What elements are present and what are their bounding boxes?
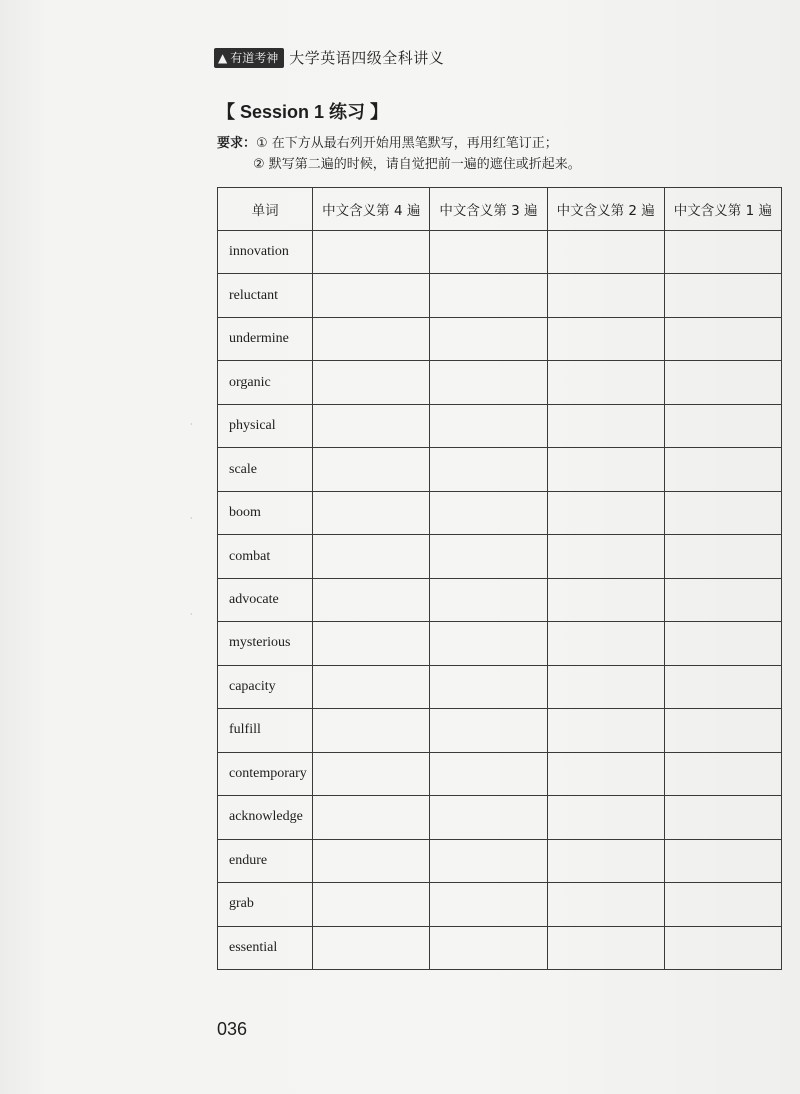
table-row (218, 665, 782, 708)
meaning-cell-1 (664, 839, 781, 882)
meaning-cell-3 (430, 231, 547, 274)
meaning-cell-1 (664, 796, 781, 839)
meaning-cell-1 (664, 622, 781, 665)
meaning-cell-3 (430, 578, 547, 621)
page-number: 036 (217, 1019, 248, 1039)
meaning-cell-1 (664, 752, 781, 795)
meaning-cell-1 (664, 361, 781, 404)
table-row (218, 448, 782, 491)
meaning-cell-4 (313, 796, 430, 839)
meaning-cell-1 (664, 231, 781, 274)
meaning-cell-3 (430, 926, 547, 970)
meaning-cell-4 (313, 926, 430, 970)
meaning-cell-1 (664, 665, 781, 708)
meaning-cell-3 (430, 404, 547, 447)
meaning-cell-3 (430, 361, 547, 404)
section-title: 【 Session 1 练习 】 (217, 102, 389, 122)
meaning-cell-1 (664, 926, 781, 970)
meaning-cell-2 (547, 231, 664, 274)
meaning-cell-4 (313, 231, 430, 274)
meaning-cell-3 (430, 883, 547, 926)
meaning-cell-1 (664, 317, 781, 360)
word-cell: advocate (218, 578, 313, 621)
word-cell: contemporary (218, 752, 313, 795)
margin-mark: · (190, 610, 193, 619)
word-cell: grab (218, 883, 313, 926)
word-cell: fulfill (218, 709, 313, 752)
column-header-meaning-1: 中文含义第 1 遍 (664, 188, 781, 231)
word-cell: innovation (218, 231, 313, 274)
meaning-cell-1 (664, 274, 781, 317)
meaning-cell-2 (547, 578, 664, 621)
word-cell: endure (218, 839, 313, 882)
meaning-cell-1 (664, 709, 781, 752)
meaning-cell-2 (547, 317, 664, 360)
page-header (214, 47, 444, 68)
meaning-cell-2 (547, 404, 664, 447)
table-row (218, 491, 782, 534)
table-row (218, 883, 782, 926)
meaning-cell-4 (313, 839, 430, 882)
meaning-cell-2 (547, 883, 664, 926)
meaning-cell-3 (430, 709, 547, 752)
meaning-cell-2 (547, 709, 664, 752)
meaning-cell-4 (313, 883, 430, 926)
meaning-cell-2 (547, 274, 664, 317)
word-cell: organic (218, 361, 313, 404)
meaning-cell-2 (547, 926, 664, 970)
requirement-line-2: ② 默写第二遍的时候，请自觉把前一遍的遮住或折起来。 (253, 157, 581, 172)
meaning-cell-3 (430, 796, 547, 839)
meaning-cell-3 (430, 317, 547, 360)
meaning-cell-4 (313, 578, 430, 621)
table-row (218, 274, 782, 317)
meaning-cell-4 (313, 361, 430, 404)
table-row (218, 317, 782, 360)
meaning-cell-2 (547, 665, 664, 708)
meaning-cell-4 (313, 491, 430, 534)
meaning-cell-2 (547, 839, 664, 882)
meaning-cell-4 (313, 317, 430, 360)
meaning-cell-2 (547, 535, 664, 578)
meaning-cell-4 (313, 665, 430, 708)
meaning-cell-4 (313, 404, 430, 447)
table-row (218, 535, 782, 578)
meaning-cell-3 (430, 274, 547, 317)
meaning-cell-1 (664, 404, 781, 447)
word-cell: boom (218, 491, 313, 534)
meaning-cell-3 (430, 448, 547, 491)
word-cell: capacity (218, 665, 313, 708)
meaning-cell-2 (547, 491, 664, 534)
meaning-cell-4 (313, 274, 430, 317)
vocabulary-practice-table (217, 187, 782, 970)
table-row (218, 404, 782, 447)
column-header-meaning-4: 中文含义第 4 遍 (313, 188, 430, 231)
meaning-cell-3 (430, 491, 547, 534)
meaning-cell-3 (430, 622, 547, 665)
meaning-cell-3 (430, 535, 547, 578)
meaning-cell-3 (430, 665, 547, 708)
requirement-line-1 (217, 134, 558, 154)
book-title: 大学英语四级全科讲义 (289, 49, 445, 67)
meaning-cell-1 (664, 578, 781, 621)
column-header-word: 单词 (218, 188, 313, 231)
meaning-cell-4 (313, 752, 430, 795)
column-header-meaning-3: 中文含义第 3 遍 (430, 188, 547, 231)
meaning-cell-4 (313, 448, 430, 491)
word-cell: reluctant (218, 274, 313, 317)
brand-logo (214, 48, 284, 68)
meaning-cell-2 (547, 361, 664, 404)
word-cell: essential (218, 926, 313, 970)
meaning-cell-1 (664, 448, 781, 491)
meaning-cell-3 (430, 839, 547, 882)
brand-icon: ▲ (218, 50, 228, 65)
meaning-cell-4 (313, 709, 430, 752)
table-row (218, 752, 782, 795)
meaning-cell-1 (664, 535, 781, 578)
requirement-text-1: ① 在下方从最右列开始用黑笔默写，再用红笔订正； (256, 136, 558, 151)
word-cell: scale (218, 448, 313, 491)
word-cell: mysterious (218, 622, 313, 665)
meaning-cell-2 (547, 622, 664, 665)
table-row (218, 796, 782, 839)
table-row (218, 622, 782, 665)
requirement-label: 要求： (217, 136, 257, 151)
word-cell: physical (218, 404, 313, 447)
margin-mark: · (190, 514, 193, 523)
meaning-cell-1 (664, 491, 781, 534)
column-header-meaning-2: 中文含义第 2 遍 (547, 188, 664, 231)
table-row (218, 709, 782, 752)
table-header-row (218, 188, 782, 231)
brand-name: 有道考神 (230, 51, 279, 65)
meaning-cell-2 (547, 752, 664, 795)
word-cell: acknowledge (218, 796, 313, 839)
table-row (218, 578, 782, 621)
table-row (218, 839, 782, 882)
table-row (218, 361, 782, 404)
meaning-cell-1 (664, 883, 781, 926)
meaning-cell-2 (547, 796, 664, 839)
meaning-cell-4 (313, 535, 430, 578)
meaning-cell-4 (313, 622, 430, 665)
table-row (218, 231, 782, 274)
word-cell: combat (218, 535, 313, 578)
margin-mark: · (190, 420, 193, 429)
meaning-cell-2 (547, 448, 664, 491)
table-row (218, 926, 782, 970)
word-cell: undermine (218, 317, 313, 360)
meaning-cell-3 (430, 752, 547, 795)
